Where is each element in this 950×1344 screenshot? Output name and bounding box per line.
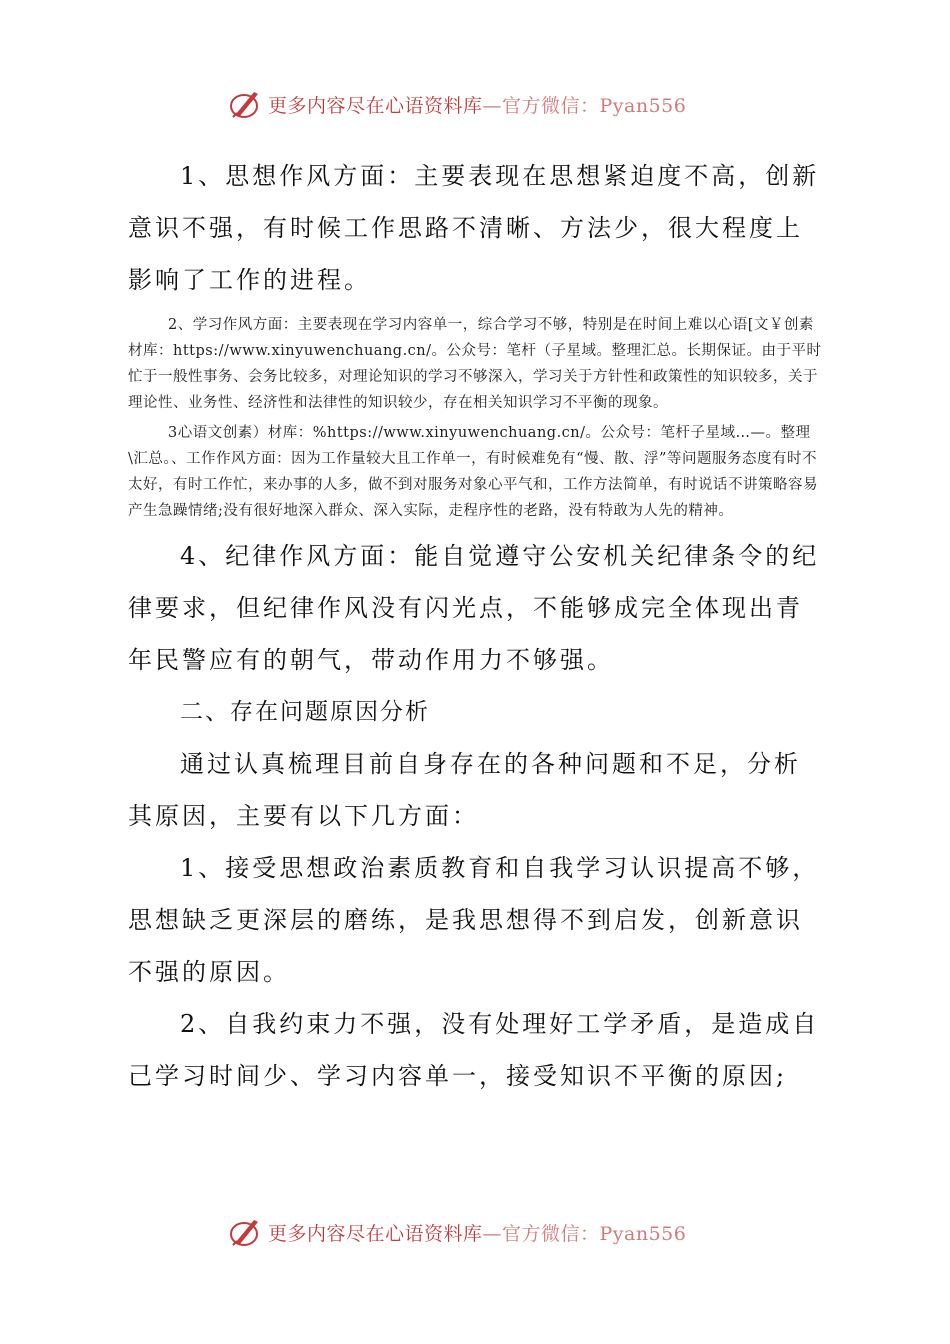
paragraph-study-style: 2、学习作风方面：主要表现在学习内容单一，综合学习不够，特别是在时间上难以心语[文￥创素材库：https://www.xinyuwenchuang.cn/。公众号：笔杆（子星域。整理汇总。长期保证。由于平时忙于一般性事务、会务比较多，对理论知识的学习不够深入，学习关于方针性和政策性的知识较多，关于理论性、业务性、经济性和法律性的知识较少，存在相关知识学习不平衡的现象。 [128,317,822,411]
quill-logo-icon [228,1214,264,1250]
paragraph-work-style: 3心语文创素）材库：%https://www.xinyuwenchuang.cn/。公众号：笔杆子星域…—。整理\汇总。、工作作风方面：因为工作量较大且工作单一，有时候难免有“慢、散、浮”等问题服务态度有时不太好，有时工作忙，来办事的人多，做不到对服务对象心平气和，工作方法简单，有时说话不讲策略容易产生急躁情绪;没有很好地深入群众、深入实际，走程序性的老路，没有特敢为人先的精神。 [128,425,818,519]
watermark-text: 更多内容尽在心语资料库—官方微信：Pyan556 [268,1222,687,1245]
watermark-banner-bottom [228,1212,748,1252]
document-body [128,150,823,1102]
paragraph-reason-1: 1、接受思想政治素质教育和自我学习认识提高不够，思想缺乏更深层的磨练，是我思想得不到启发，创新意识不强的原因。 [128,854,820,986]
paragraph-discipline-style: 4、纪律作风方面：能自觉遵守公安机关纪律条令的纪律要求，但纪律作风没有闪光点，不能够成完全体现出青年民警应有的朝气，带动作用力不够强。 [128,542,820,674]
paragraph-intro: 通过认真梳理目前自身存在的各种问题和不足，分析其原因，主要有以下几方面： [128,750,801,830]
watermark-banner-top [228,84,748,124]
watermark-text: 更多内容尽在心语资料库—官方微信：Pyan556 [268,94,687,117]
paragraph-thought-style: 1、思想作风方面：主要表现在思想紧迫度不高，创新意识不强，有时候工作思路不清晰、方法少，很大程度上影响了工作的进程。 [128,162,820,294]
quill-logo-icon [228,86,264,122]
section-heading: 二、存在问题原因分析 [180,699,430,725]
paragraph-reason-2: 2、自我约束力不强，没有处理好工学矛盾，是造成自己学习时间少、学习内容单一，接受知识不平衡的原因; [128,1010,820,1090]
